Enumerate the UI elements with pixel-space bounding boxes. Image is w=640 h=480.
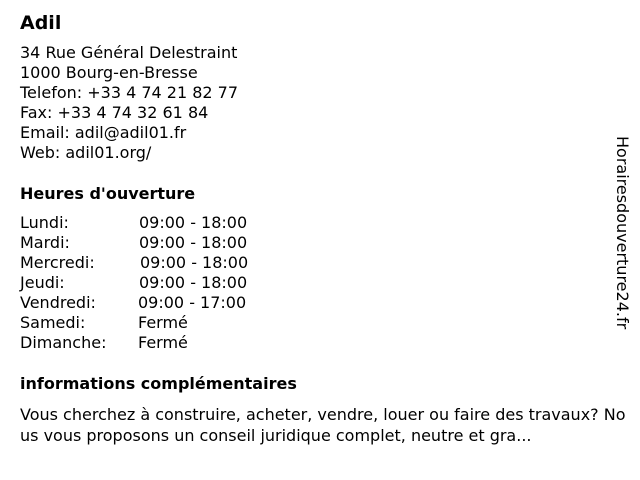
day-label: Jeudi: — [20, 273, 65, 292]
email-address: Email: adil@adil01.fr — [20, 123, 187, 142]
day-hours: Fermé — [138, 333, 188, 352]
opening-hours-list — [20, 213, 320, 353]
hours-row-monday — [20, 213, 320, 233]
day-label: Lundi: — [20, 213, 69, 232]
hours-row-thursday — [20, 273, 320, 293]
site-brand-vertical: Horairesdouverture24.fr — [613, 136, 632, 330]
day-label: Dimanche: — [20, 333, 107, 352]
day-hours: 09:00 - 18:00 — [139, 213, 248, 232]
address-street: 34 Rue Général Delestraint — [20, 43, 238, 62]
day-hours: Fermé — [138, 313, 188, 332]
day-hours: 09:00 - 18:00 — [140, 253, 249, 272]
day-label: Samedi: — [20, 313, 86, 332]
hours-row-saturday — [20, 313, 320, 333]
website: Web: adil01.org/ — [20, 143, 152, 162]
opening-hours-heading: Heures d'ouverture — [20, 184, 196, 203]
day-label: Vendredi: — [20, 293, 96, 312]
address-city: 1000 Bourg-en-Bresse — [20, 63, 198, 82]
hours-row-tuesday — [20, 233, 320, 253]
phone-number: Telefon: +33 4 74 21 82 77 — [20, 83, 239, 102]
day-hours: 09:00 - 18:00 — [139, 273, 248, 292]
day-label: Mercredi: — [20, 253, 95, 272]
hours-row-wednesday — [20, 253, 320, 273]
fax-number: Fax: +33 4 74 32 61 84 — [20, 103, 209, 122]
hours-row-friday — [20, 293, 320, 313]
hours-row-sunday — [20, 333, 320, 353]
additional-info-heading: informations complémentaires — [20, 374, 297, 393]
contact-block — [20, 43, 238, 163]
business-name: Adil — [20, 12, 62, 34]
additional-info-text: Vous cherchez à construire, acheter, vendre, louer ou faire des travaux? Nous vous proposons un conseil juridique complet, neutre et gra... — [20, 405, 626, 445]
day-label: Mardi: — [20, 233, 70, 252]
day-hours: 09:00 - 18:00 — [139, 233, 248, 252]
day-hours: 09:00 - 17:00 — [138, 293, 247, 312]
